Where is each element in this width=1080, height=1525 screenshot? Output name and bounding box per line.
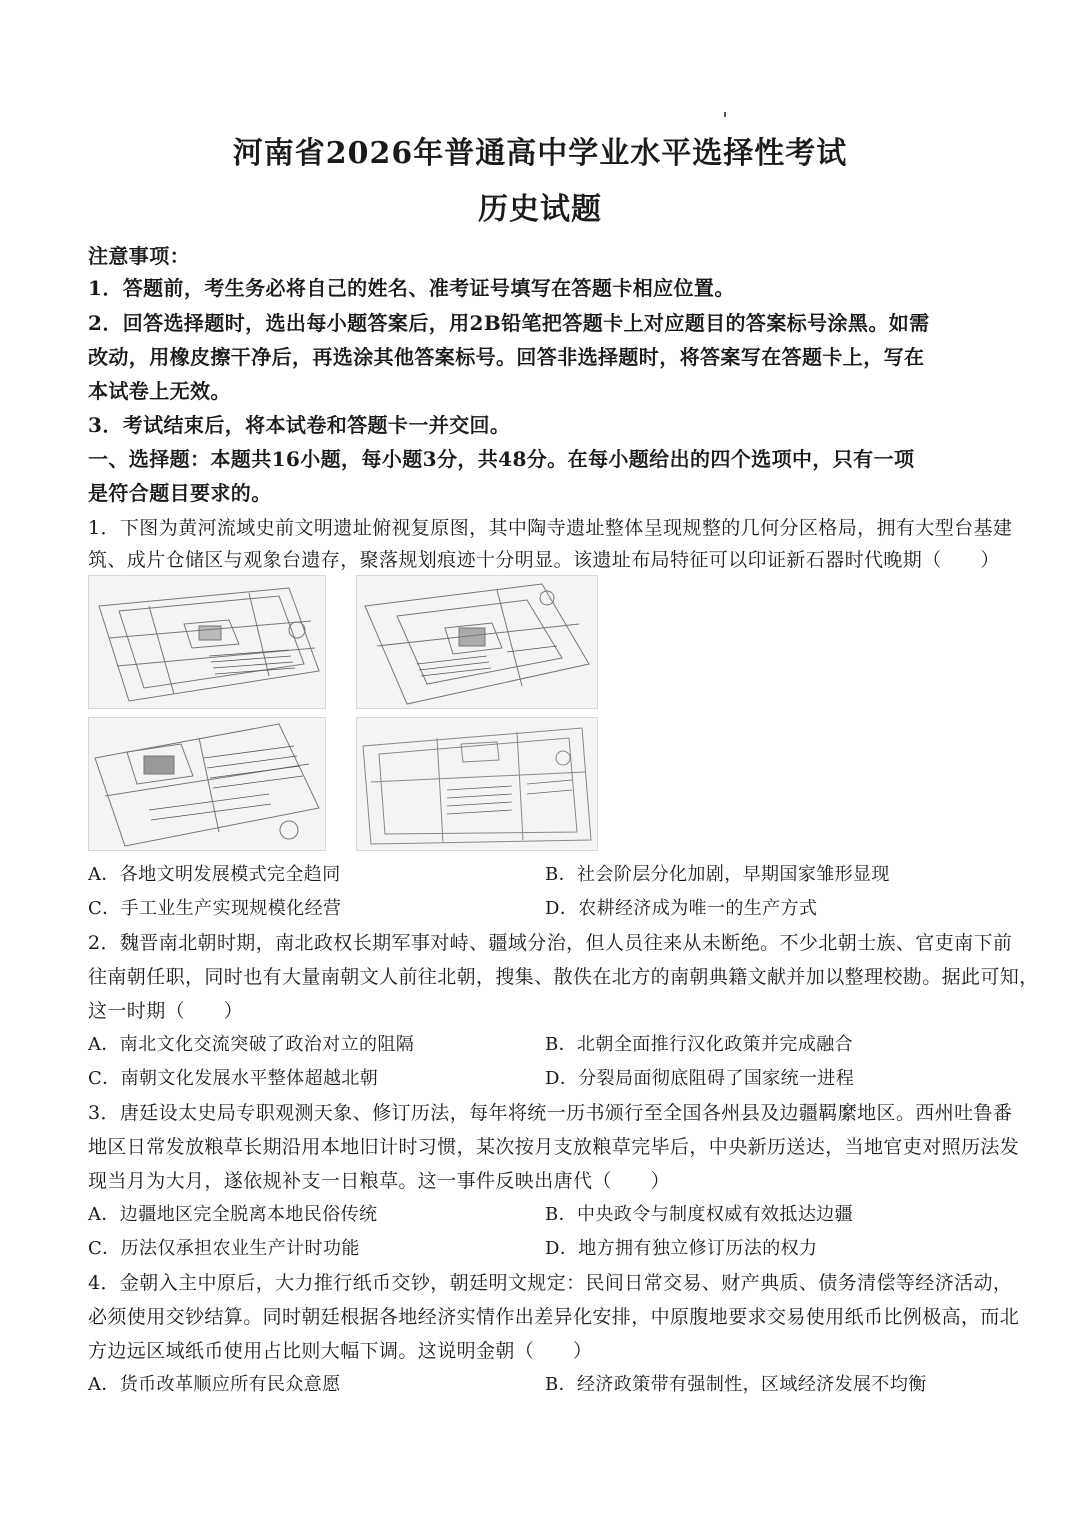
site-plan-figure-4 (356, 717, 598, 851)
question-1-stem: 1．下图为黄河流域史前文明遗址俯视复原图，其中陶寺遗址整体呈现规整的几何分区格局，拥有大型台基建 (88, 517, 1013, 539)
question-4-stem: 4．金朝入主中原后，大力推行纸币交钞，朝廷明文规定：民间日常交易、财产典质、债务清偿等经济活动， (88, 1272, 1013, 1294)
question-4-stem: 方边远区域纸币使用占比则大幅下调。这说明金朝（ ） (88, 1340, 593, 1362)
question-1-option-c: C．手工业生产实现规模化经营 (88, 898, 342, 919)
question-3-stem: 现当月为大月，遂依规补支一日粮草。这一事件反映出唐代（ ） (88, 1170, 671, 1192)
question-3-option-c: C．历法仅承担农业生产计时功能 (88, 1238, 360, 1259)
notice-item: 本试卷上无效。 (88, 379, 231, 403)
question-1-option-d: D．农耕经济成为唯一的生产方式 (545, 898, 818, 919)
section-header: 一、选择题：本题共16小题，每小题3分，共48分。在每小题给出的四个选项中，只有一项 (88, 447, 915, 471)
notice-item: 改动，用橡皮擦干净后，再选涂其他答案标号。回答非选择题时，将答案写在答题卡上，写在 (88, 345, 925, 369)
exam-title: 河南省2026年普通高中学业水平选择性考试 (232, 136, 848, 171)
question-3-option-d: D．地方拥有独立修订历法的权力 (545, 1238, 818, 1259)
site-plan-figure-3 (88, 717, 326, 851)
question-4-stem: 必须使用交钞结算。同时朝廷根据各地经济实情作出差异化安排，中原腹地要求交易使用纸币比例极高，而北 (88, 1306, 1020, 1328)
site-plan-figure-2 (356, 575, 598, 709)
question-3-option-a: A．边疆地区完全脱离本地民俗传统 (88, 1204, 378, 1225)
question-1-option-a: A．各地文明发展模式完全趋同 (88, 864, 341, 885)
question-4-option-a: A．货币改革顺应所有民众意愿 (88, 1374, 341, 1395)
notice-heading: 注意事项： (88, 244, 190, 268)
notice-item: 3．考试结束后，将本试卷和答题卡一并交回。 (88, 413, 511, 437)
section-header: 是符合题目要求的。 (88, 481, 272, 505)
question-2-option-d: D．分裂局面彻底阻碍了国家统一进程 (545, 1068, 855, 1089)
exam-subtitle: 历史试题 (478, 192, 602, 227)
notice-item: 2．回答选择题时，选出每小题答案后，用2B铅笔把答题卡上对应题目的答案标号涂黑。如需 (88, 311, 930, 335)
question-2-option-c: C．南朝文化发展水平整体超越北朝 (88, 1068, 379, 1089)
notice-item: 1．答题前，考生务必将自己的姓名、准考证号填写在答题卡相应位置。 (88, 276, 735, 300)
question-1-stem: 筑、成片仓储区与观象台遗存，聚落规划痕迹十分明显。该遗址布局特征可以印证新石器时代晚期（ ） (88, 549, 1000, 571)
question-3-stem: 3．唐廷设太史局专职观测天象、修订历法，每年将统一历书颁行至全国各州县及边疆羁縻地区。西州吐鲁番 (88, 1102, 1013, 1124)
question-1-option-b: B．社会阶层分化加剧，早期国家雏形显现 (545, 864, 890, 885)
question-4-option-b: B．经济政策带有强制性，区域经济发展不均衡 (545, 1374, 927, 1395)
question-2-option-a: A．南北文化交流突破了政治对立的阻隔 (88, 1034, 415, 1055)
question-3-option-b: B．中央政令与制度权威有效抵达边疆 (545, 1204, 854, 1225)
question-2-stem: 2．魏晋南北朝时期，南北政权长期军事对峙、疆域分治，但人员往来从未断绝。不少北朝士族、官吏南下前 (88, 932, 1013, 954)
question-2-stem: 这一时期（ ） (88, 1000, 244, 1022)
site-plan-figure-1 (88, 575, 326, 709)
question-2-stem: 往南朝任职，同时也有大量南朝文人前往北朝，搜集、散佚在北方的南朝典籍文献并加以整理校勘。据此可知， (88, 966, 1039, 988)
scan-speck (724, 112, 726, 117)
question-3-stem: 地区日常发放粮草长期沿用本地旧计时习惯，某次按月支放粮草完毕后，中央新历送达，当地官吏对照历法发 (88, 1136, 1020, 1158)
question-2-option-b: B．北朝全面推行汉化政策并完成融合 (545, 1034, 854, 1055)
